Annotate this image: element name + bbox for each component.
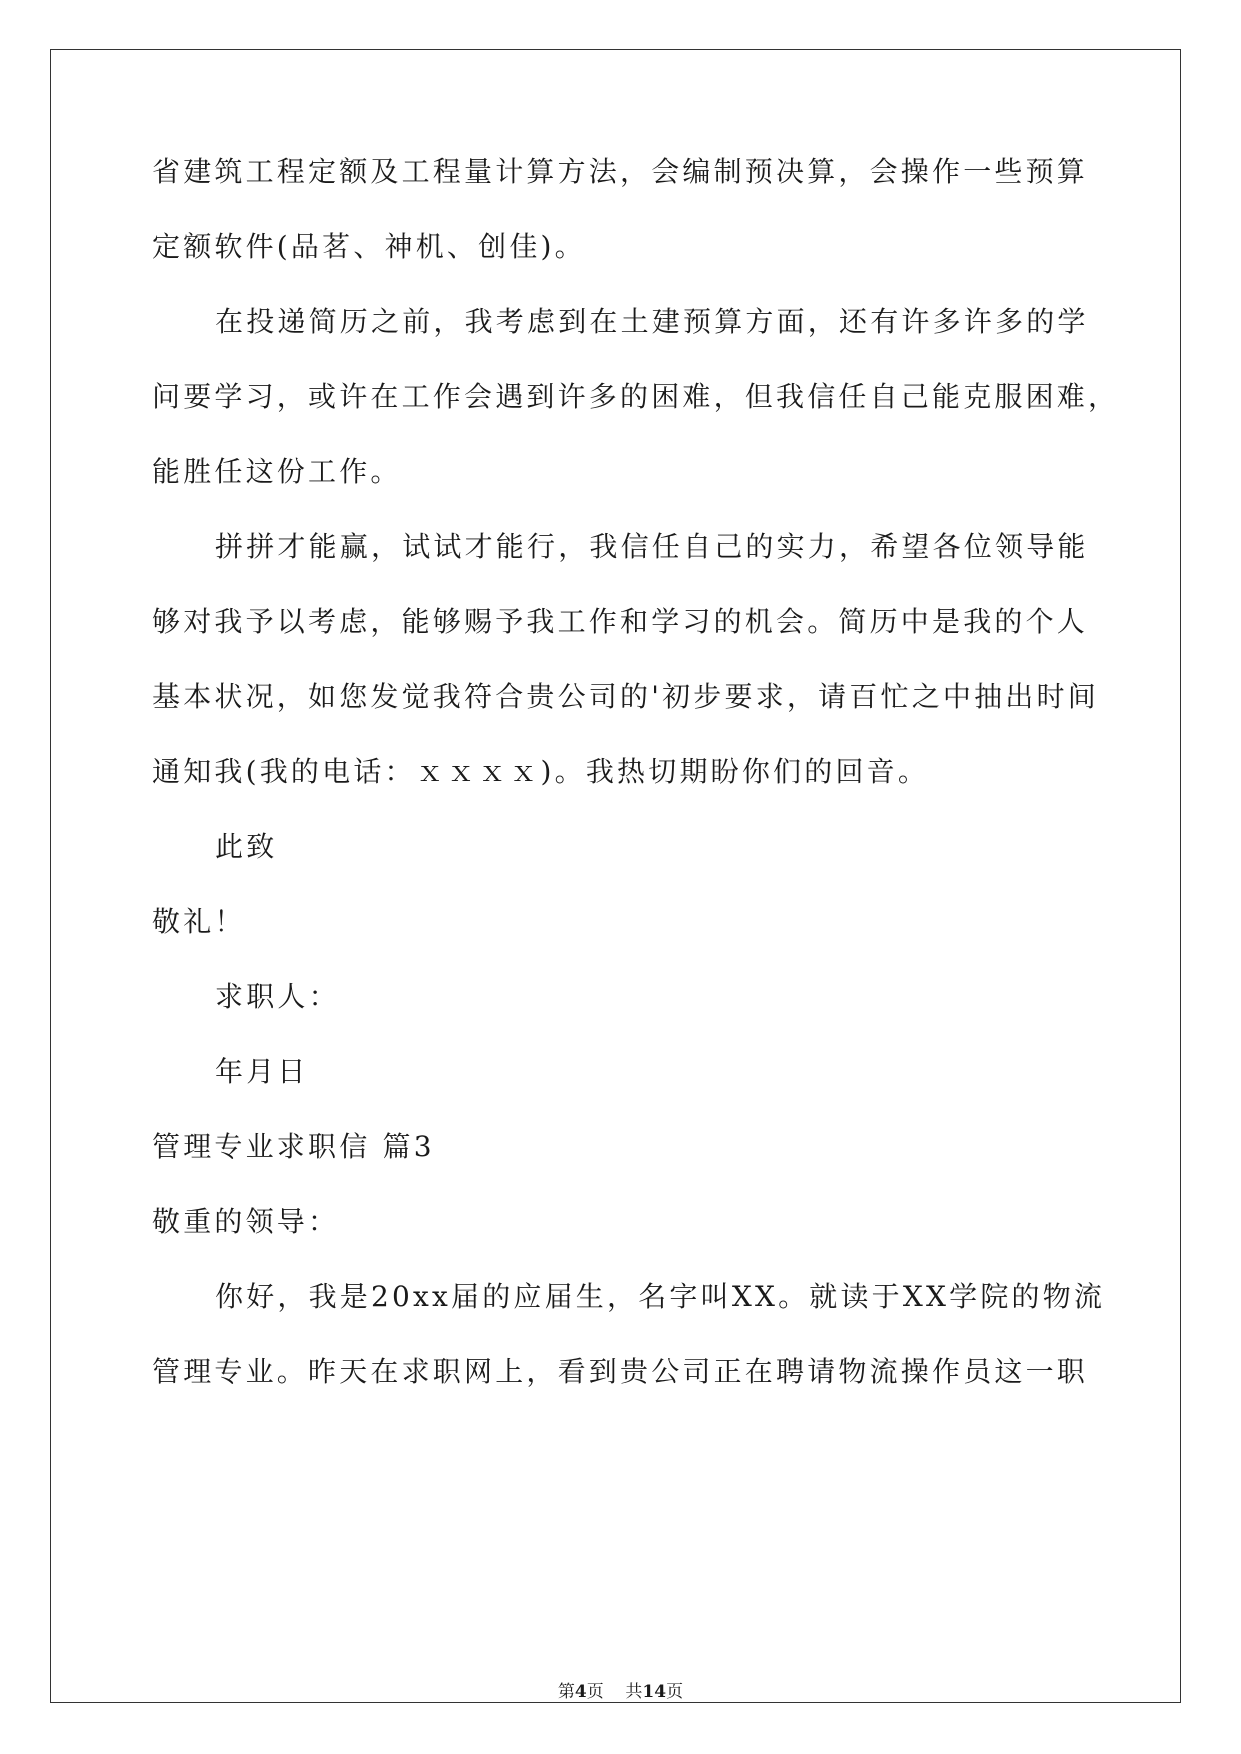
page-footer: [0, 1680, 1241, 1704]
paragraph-line: 省建筑工程定额及工程量计算方法，会编制预决算，会操作一些预算: [152, 155, 1089, 188]
paragraph-line: 够对我予以考虑，能够赐予我工作和学习的机会。简历中是我的个人: [152, 605, 1089, 638]
paragraph-line: 通知我(我的电话：ｘｘｘｘ)。我热切期盼你们的回音。: [152, 755, 930, 788]
footer-prefix: 第: [557, 1682, 575, 1702]
paragraph-line: 基本状况，如您发觉我符合贵公司的'初步要求，请百忙之中抽出时间: [152, 680, 1099, 713]
closing-regards: 敬礼！: [152, 905, 246, 938]
footer-page-suffix: 页: [586, 1682, 604, 1702]
page-border: [50, 49, 1181, 1703]
closing-salutation: 此致: [215, 830, 278, 863]
paragraph-line: 能胜任这份工作。: [152, 455, 402, 488]
paragraph-line: 拼拼才能赢，试试才能行，我信任自己的实力，希望各位领导能: [215, 530, 1089, 563]
section-heading: 管理专业求职信 篇3: [152, 1130, 435, 1163]
paragraph-line: 定额软件(品茗、神机、创佳)。: [152, 230, 586, 263]
footer-total-prefix: 共: [625, 1682, 643, 1702]
paragraph-line: 问要学习，或许在工作会遇到许多的困难，但我信任自己能克服困难，: [152, 380, 1120, 413]
current-page-number: 4: [574, 1682, 587, 1702]
footer-total-suffix: 页: [666, 1682, 684, 1702]
total-page-count: 14: [642, 1682, 667, 1702]
greeting: 敬重的领导：: [152, 1205, 340, 1238]
paragraph-line: 管理专业。昨天在求职网上，看到贵公司正在聘请物流操作员这一职: [152, 1355, 1089, 1388]
paragraph-line: 在投递简历之前，我考虑到在土建预算方面，还有许多许多的学: [215, 305, 1089, 338]
date-label: 年月日: [215, 1055, 309, 1088]
signature-label: 求职人：: [215, 980, 340, 1013]
paragraph-line: 你好，我是20xx届的应届生，名字叫XX。就读于XX学院的物流: [215, 1280, 1106, 1313]
